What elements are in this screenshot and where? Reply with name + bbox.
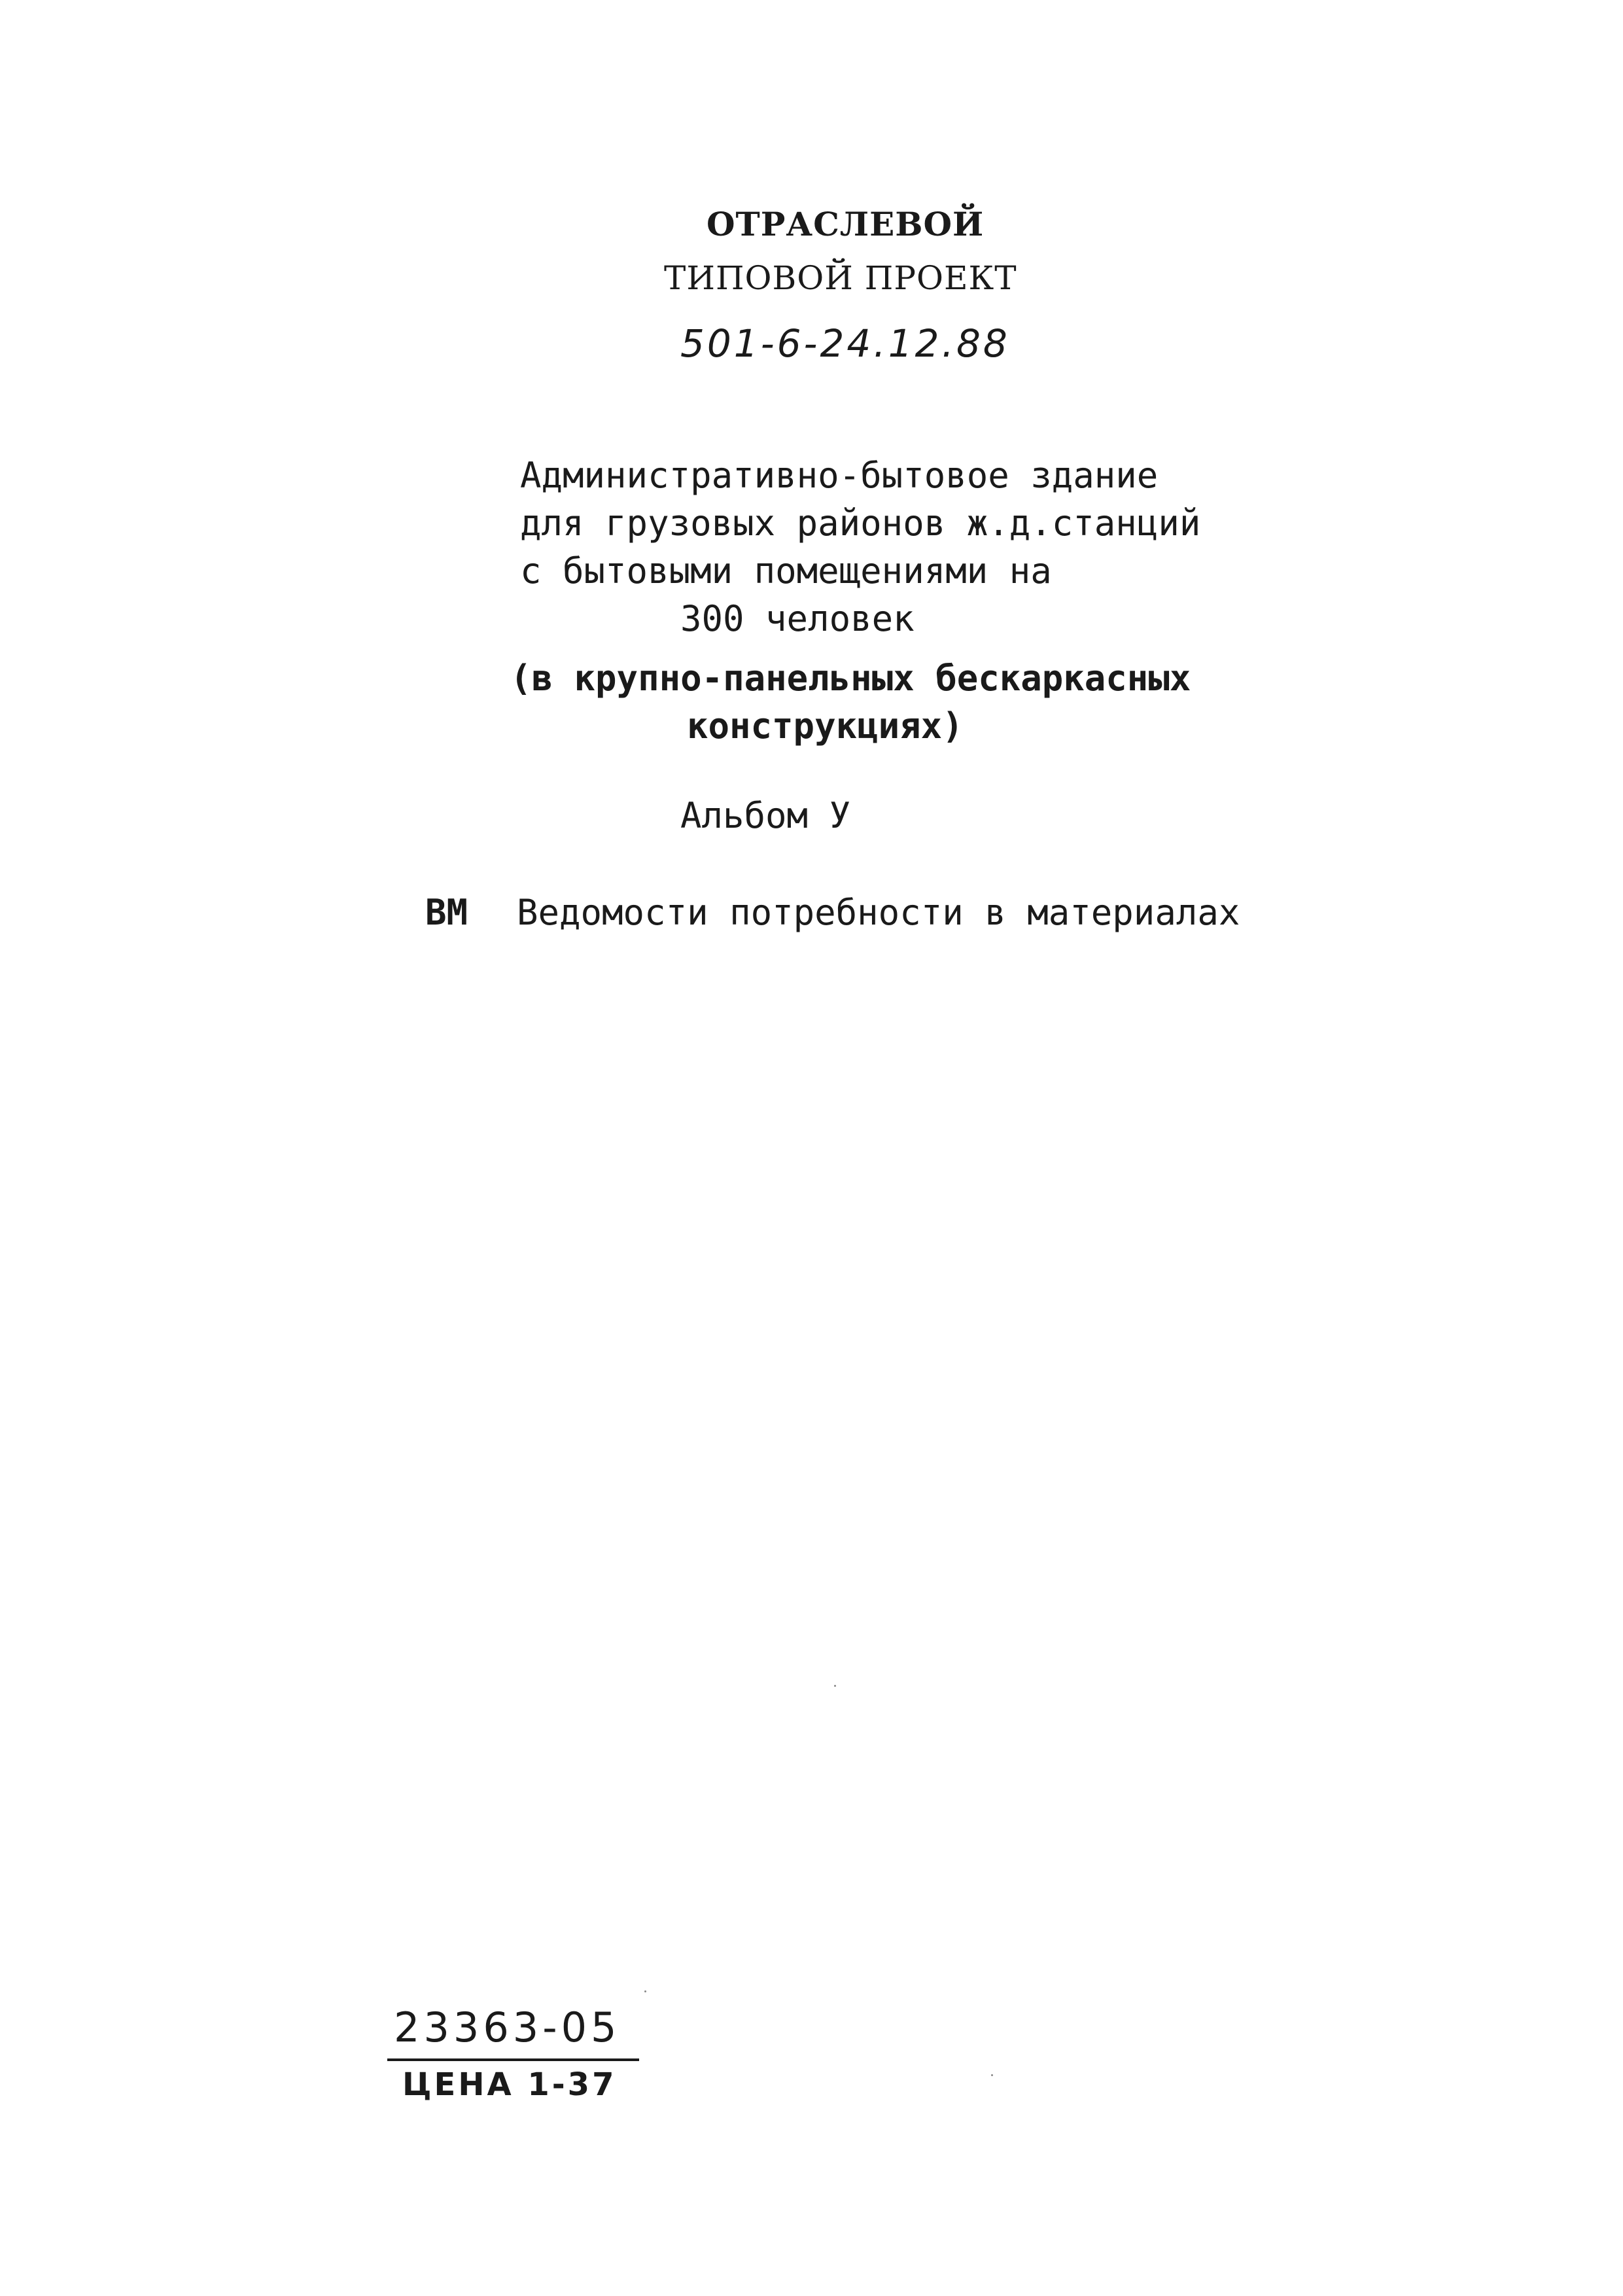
section-title: Ведомости потребности в материалах: [517, 892, 1240, 933]
scan-speck: [834, 1685, 836, 1687]
stamp-price: ЦЕНА 1-37: [402, 2066, 617, 2103]
construction-line-1: (в крупно-панельных бескаркасных: [510, 658, 1191, 699]
stamp-divider: [387, 2058, 639, 2061]
description-line-1: Административно-бытовое здание: [520, 455, 1159, 496]
section-code: ВМ: [425, 892, 468, 933]
description-line-4: 300 человек: [680, 598, 915, 639]
description-line-3: с бытовыми помещениями на: [520, 550, 1052, 592]
stamp-number: 23363-05: [394, 2004, 621, 2051]
scan-speck: [644, 1990, 646, 1992]
header-line-2: ТИПОВОЙ ПРОЕКТ: [664, 259, 1017, 297]
album-label: Альбом У: [680, 795, 851, 836]
construction-line-2: конструкциях): [687, 705, 964, 747]
project-code: 501-6-24.12.88: [680, 321, 1010, 366]
description-line-2: для грузовых районов ж.д.станций: [520, 503, 1201, 544]
header-line-1: ОТРАСЛЕВОЙ: [707, 205, 985, 243]
scan-speck: [991, 2074, 993, 2076]
